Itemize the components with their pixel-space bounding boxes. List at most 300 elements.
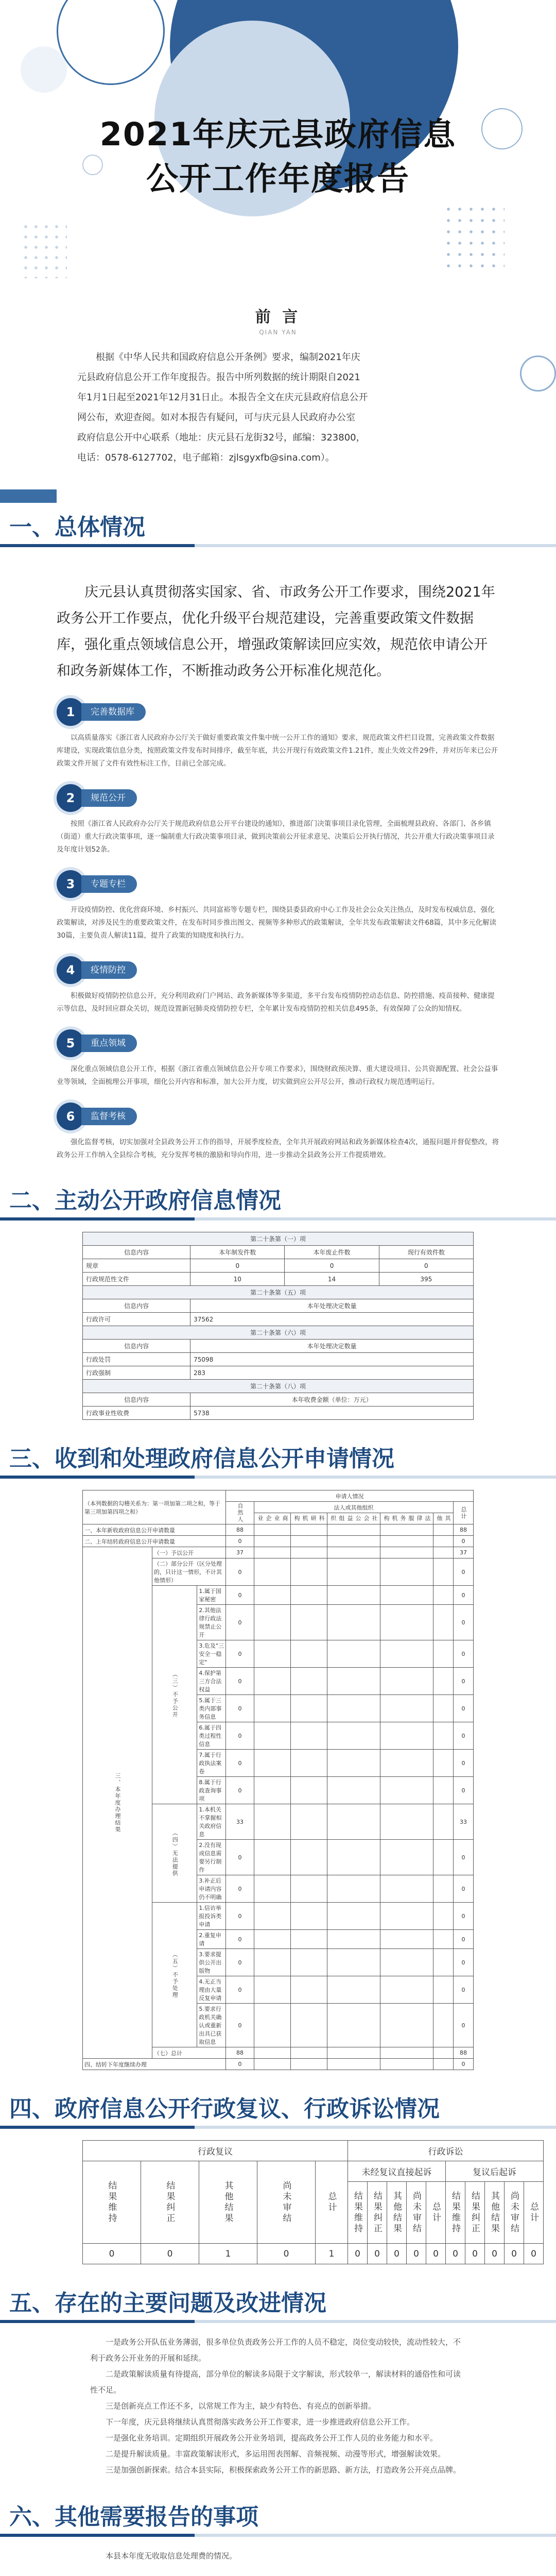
- cell: [290, 1640, 327, 1668]
- cell: [433, 2059, 453, 2070]
- cell: 0: [225, 1777, 254, 1804]
- cell: [327, 1750, 380, 1777]
- report-title: [0, 112, 556, 201]
- section-title-text: 三、收到和处理政府信息公开申请情况: [9, 1446, 394, 1472]
- section-underline: [0, 1476, 556, 1479]
- col-header: 本年收费金额（单位：万元）: [190, 1393, 474, 1406]
- cell: [327, 1586, 380, 1605]
- preface: [0, 304, 556, 488]
- cell: 0: [465, 2244, 485, 2264]
- cell: [254, 1976, 290, 2004]
- item-text: 深化重点领域信息公开工作，根据《浙江省重点领域信息公开专项工作要求》，围绕财政预决算、重大建设项目、公共资源配置、社会公益事业等领域，全面梳理公开事项，细化公开内容和标准，加大公开力度，切实做到应公开尽公开，推动行政权力规范透明运行。: [57, 1065, 498, 1086]
- issue-paragraph: 二是政策解读质量有待提高，部分单位的解读多局限于文字解读，形式较单一，解读材料的通俗性和可读性不足。: [90, 2369, 461, 2395]
- preface-line: 电话：0578-6127702，电子邮箱：zjlsgyxfb@sina.com）。: [77, 452, 335, 463]
- cell: [290, 1903, 327, 1930]
- cell: [433, 1750, 453, 1777]
- cell: （二）部分公开（区分处理的，只计这一情形，不计其他情形）: [152, 1558, 226, 1586]
- section-other: [0, 2499, 556, 2561]
- cell: 88: [453, 2047, 473, 2059]
- cell: 1: [199, 2244, 257, 2264]
- cell: [433, 1875, 453, 1903]
- item-label: 重点领域: [81, 1035, 137, 1052]
- cell: [433, 1949, 453, 1976]
- hero-dot-pattern: [21, 222, 67, 278]
- cell: [433, 1586, 453, 1605]
- item-number-badge: 2: [57, 784, 84, 812]
- preface-subtitle: QIAN YAN: [259, 329, 297, 336]
- cell: 1: [316, 2244, 348, 2264]
- cell: [433, 2047, 453, 2059]
- cell: 0: [453, 1722, 473, 1750]
- item-header: [57, 956, 499, 985]
- cell: [380, 1750, 433, 1777]
- cell: [433, 1777, 453, 1804]
- cell: [327, 2004, 380, 2047]
- col-header: 本年处理决定数量: [190, 1299, 474, 1313]
- cell: 0: [83, 2244, 141, 2264]
- section-title: [0, 1440, 556, 1478]
- col-header: 尚未审结: [257, 2161, 316, 2244]
- cell: [290, 1586, 327, 1605]
- cell: 4.无正当理由大量反复申请: [197, 1976, 226, 2004]
- section-underline: [0, 544, 556, 547]
- table-row: [83, 1524, 474, 1536]
- cell: 33: [453, 1804, 473, 1840]
- col-header: 社会公益组织: [327, 1513, 380, 1524]
- col-header: 结果纠正: [368, 2182, 387, 2244]
- issue-paragraph: 一是政务公开队伍业务薄弱，很多单位负责政务公开工作的人员不稳定，岗位变动较快，流动性较大，不利于政务公开业务的开展和延续。: [90, 2337, 461, 2363]
- cell: 0: [225, 1875, 254, 1903]
- cell: 14: [285, 1273, 379, 1286]
- col-header: 结果纠正: [141, 2161, 199, 2244]
- col-header: 结果维持: [83, 2161, 141, 2244]
- cell: 3.补正后申请内容仍不明确: [197, 1875, 226, 1903]
- cell: 0: [225, 1605, 254, 1640]
- applications-table: [82, 1490, 474, 2070]
- cell: 行政规范性文件: [83, 1273, 190, 1286]
- cell: [254, 2059, 290, 2070]
- cell: 283: [190, 1366, 474, 1380]
- cell: [380, 1524, 433, 1536]
- cell: 0: [348, 2244, 368, 2264]
- item-label: 规范公开: [81, 789, 137, 807]
- item-text: 按照《浙江省人民政府办公厅关于规范政府信息公开平台建设的通知》，推进部门决策事项目录化管理，全面梳理县政府、各部门、各乡镇（街道）重大行政决策事项，逐一编制重大行政决策事项目录，做到决策前公开征求意见、决策后公开执行情况，共公开重大行政决策事项目录及年度计划52条。: [57, 820, 495, 854]
- issue-paragraph: 下一年度，庆元县将继续认真贯彻落实政务公开工作要求，进一步推进政府信息公开工作。: [106, 2417, 415, 2427]
- issue-paragraph: 一是强化业务培训。定期组织开展政务公开业务培训，提高政务公开工作人员的业务能力和水平。: [106, 2433, 438, 2443]
- cell: [380, 1640, 433, 1668]
- hero-small-circle: [21, 46, 67, 93]
- cell: 0: [407, 2244, 426, 2264]
- decor-bar: [0, 489, 57, 503]
- table-wrapper: [0, 2128, 556, 2264]
- cell: [290, 1976, 327, 2004]
- section-title-text: 六、其他需要报告的事项: [9, 2504, 258, 2530]
- item-header: [57, 1102, 499, 1131]
- cell: （四）无法提供: [152, 1804, 197, 1903]
- cell: 0: [225, 1930, 254, 1949]
- table-row: [83, 1406, 474, 1420]
- cell: [290, 1524, 327, 1536]
- col-header: 尚未审结: [407, 2182, 426, 2244]
- cell: [433, 1524, 453, 1536]
- cell: [327, 1903, 380, 1930]
- decor-ring: [520, 355, 556, 392]
- cell: 行政强制: [83, 1366, 190, 1380]
- cell: [380, 1777, 433, 1804]
- col-header: 本年处理决定数量: [190, 1340, 474, 1353]
- cell: （一）予以公开: [152, 1547, 226, 1558]
- col-group-header: 未经复议直接起诉: [348, 2161, 446, 2182]
- cell: [380, 2004, 433, 2047]
- cell: 0: [453, 1949, 473, 1976]
- cell: [433, 1536, 453, 1547]
- cell: 0: [453, 1695, 473, 1722]
- col-header: 信息内容: [83, 1340, 190, 1353]
- col-header: 其他结果: [485, 2182, 505, 2244]
- col-group-header: 行政复议: [83, 2141, 348, 2161]
- cell: 0: [426, 2244, 446, 2264]
- cell: [327, 1804, 380, 1840]
- section-underline: [0, 1217, 556, 1221]
- cell: 37562: [190, 1313, 474, 1326]
- overview-item: [57, 1102, 499, 1162]
- col-header: 法律服务机构: [380, 1513, 433, 1524]
- cell: 0: [225, 1903, 254, 1930]
- item-text: 开设疫情防控、优化营商环境、乡村振兴、共同富裕等专题专栏，围绕县委县政府中心工作及社会公众关注热点，及时发布权威信息，强化政策解读，对涉及民生的重要政策文件，在发布时同步推出图文、视频等多种形式的政策解读，全年共发布政策解读文件68篇，其中多元化解读30篇，主要负责人解读11篇，提升了政策的知晓度和执行力。: [57, 906, 497, 940]
- other-body: [0, 2536, 556, 2561]
- cell: [290, 2004, 327, 2047]
- cell: [254, 2047, 290, 2059]
- overview-item: [57, 698, 499, 770]
- hero-dot-pattern: [443, 204, 505, 276]
- cell: 0: [190, 1259, 285, 1273]
- section-underline: [0, 2534, 556, 2537]
- cell: 395: [379, 1273, 473, 1286]
- item-label: 完善数据库: [81, 703, 146, 721]
- cell: [290, 1605, 327, 1640]
- cell: 0: [453, 1875, 473, 1903]
- cell: [254, 1930, 290, 1949]
- cell: 0: [453, 1777, 473, 1804]
- cell: 88: [453, 1524, 473, 1536]
- cell: 33: [225, 1804, 254, 1840]
- issue-paragraph: 二是提升解读质量。丰富政策解读形式，多运用图表图解、音频视频、动漫等形式，增强解读效果。: [106, 2449, 446, 2459]
- cell: 7.属于行政执法案卷: [197, 1750, 226, 1777]
- cell: [433, 1840, 453, 1875]
- cell: 0: [453, 1586, 473, 1605]
- cell: [327, 1930, 380, 1949]
- cell: [433, 1903, 453, 1930]
- cell: [433, 1695, 453, 1722]
- cell: 0: [225, 1640, 254, 1668]
- cell: [380, 2047, 433, 2059]
- cell: [380, 1903, 433, 1930]
- preface-title: 前 言: [255, 308, 301, 326]
- cell: [290, 2059, 327, 2070]
- cell: [254, 1586, 290, 1605]
- cell: [327, 1875, 380, 1903]
- cell: [290, 1840, 327, 1875]
- overview-item: [57, 956, 499, 1015]
- cell: 0: [446, 2244, 465, 2264]
- item-number-badge: 5: [57, 1029, 84, 1057]
- cell: [254, 1640, 290, 1668]
- cell: 5.属于三类内部事务信息: [197, 1695, 226, 1722]
- cell: [327, 2059, 380, 2070]
- issues-body: [0, 2322, 556, 2478]
- section-title-text: 一、总体情况: [9, 514, 145, 540]
- table-row: [83, 2244, 544, 2264]
- col-header: 本年制发件数: [190, 1246, 285, 1259]
- title-line: 公开工作年度报告: [146, 160, 410, 197]
- cell: [254, 1875, 290, 1903]
- cell: 75098: [190, 1353, 474, 1366]
- cell: [290, 1722, 327, 1750]
- cell: [254, 1722, 290, 1750]
- item-text: 积极做好疫情防控信息公开，充分利用政府门户网站、政务新媒体等多渠道，多平台发布疫情防控动态信息、防控措施、疫苗接种、健康提示等信息，及时回应群众关切，规范设置新冠肺炎疫情防控专栏，全年累计发布疫情防控相关信息495条，有效保障了公众的知情权。: [57, 992, 495, 1013]
- cell: 二、上年结转政府信息公开申请数量: [83, 1536, 226, 1547]
- table-group-header: 第二十条第（一）项: [83, 1232, 474, 1246]
- table-row: [83, 1273, 474, 1286]
- cell: [327, 1949, 380, 1976]
- cell: 规章: [83, 1259, 190, 1273]
- overview-item: [57, 784, 499, 856]
- cell: 0: [225, 2004, 254, 2047]
- cell: [254, 1840, 290, 1875]
- cell: [433, 1605, 453, 1640]
- cell: [254, 1536, 290, 1547]
- preface-line: 政府信息公开中心联系（地址：庆元县石龙街32号，邮编：323800，: [77, 432, 366, 443]
- cell: 0: [453, 1750, 473, 1777]
- col-header: 现行有效件数: [379, 1246, 473, 1259]
- cell: [290, 1804, 327, 1840]
- cell: 2.没有现成信息需要另行制作: [197, 1840, 226, 1875]
- cell: [380, 1605, 433, 1640]
- cell: 5738: [190, 1406, 474, 1420]
- col-header: 法人或其他组织: [254, 1502, 453, 1513]
- col-header: 结果维持: [348, 2182, 368, 2244]
- cell: 1.信访举报投诉类申请: [197, 1903, 226, 1930]
- col-header: 其他结果: [387, 2182, 407, 2244]
- review-litigation-table: [82, 2140, 544, 2264]
- cell: [380, 1840, 433, 1875]
- cell: 0: [453, 1668, 473, 1695]
- cell: 88: [225, 1524, 254, 1536]
- preface-text: [77, 347, 479, 468]
- section-title-text: 五、存在的主要问题及改进情况: [9, 2290, 326, 2316]
- overview-item: [57, 1029, 499, 1089]
- cell: 一、本年新收政府信息公开申请数量: [83, 1524, 226, 1536]
- cell: （七）总计: [152, 2047, 226, 2059]
- preface-line: 年1月1日起至2021年12月31日止。本报告全文在庆元县政府信息公开: [77, 392, 368, 403]
- section-title: [0, 2499, 556, 2536]
- cell: [433, 1722, 453, 1750]
- cell: 0: [225, 1668, 254, 1695]
- table-row: [83, 1536, 474, 1547]
- cell: [380, 2059, 433, 2070]
- cell: [327, 1722, 380, 1750]
- col-header: 信息内容: [83, 1246, 190, 1259]
- cell: [290, 1536, 327, 1547]
- cell: （三）不予公开: [152, 1586, 197, 1804]
- cell: 0: [453, 1976, 473, 2004]
- col-header: 尚未审结: [505, 2182, 524, 2244]
- active-disclosure-table: [82, 1232, 474, 1420]
- cell: [327, 1840, 380, 1875]
- section-active-disclosure: [0, 1182, 556, 1420]
- cell: 0: [453, 1536, 473, 1547]
- cell: 0: [225, 1586, 254, 1605]
- table-row: [83, 1353, 474, 1366]
- cell: [254, 1547, 290, 1558]
- cell: [327, 1536, 380, 1547]
- cell: [290, 1777, 327, 1804]
- cell: [254, 1949, 290, 1976]
- cell: [380, 1722, 433, 1750]
- cell: 0: [225, 1722, 254, 1750]
- item-label: 疫情防控: [81, 961, 137, 979]
- col-header: 自然人: [225, 1502, 254, 1524]
- cell: [433, 1804, 453, 1840]
- cell: [290, 1558, 327, 1586]
- col-header: 总计: [426, 2182, 446, 2244]
- cell: 0: [225, 1750, 254, 1777]
- cell: [254, 1695, 290, 1722]
- cell: [290, 1875, 327, 1903]
- cell: [254, 1558, 290, 1586]
- cell: 四、结转下年度继续办理: [83, 2059, 226, 2070]
- col-header: 结果纠正: [465, 2182, 485, 2244]
- col-group-header: 申请人情况: [225, 1490, 473, 1502]
- cell: 3.危及"三安全一稳定": [197, 1640, 226, 1668]
- cell: [327, 1524, 380, 1536]
- col-header: 信息内容: [83, 1299, 190, 1313]
- cell: 88: [225, 2047, 254, 2059]
- col-header: 总计: [453, 1502, 473, 1524]
- cell: [380, 1976, 433, 2004]
- overview-item: [57, 870, 499, 942]
- section-applications: [0, 1440, 556, 2070]
- cell: 0: [453, 2004, 473, 2047]
- cell: 8.属于行政查询事项: [197, 1777, 226, 1804]
- cell: 1.本机关不掌握相关政府信息: [197, 1804, 226, 1840]
- col-group-header: 行政诉讼: [348, 2141, 544, 2161]
- section-title-text: 二、主动公开政府信息情况: [9, 1188, 281, 1214]
- cell: 0: [387, 2244, 407, 2264]
- table-row: [83, 1259, 474, 1273]
- col-header: 信息内容: [83, 1393, 190, 1406]
- item-label: 专题专栏: [81, 875, 137, 893]
- cell: [380, 1558, 433, 1586]
- section-review-litigation: [0, 2091, 556, 2264]
- section-overview: [0, 509, 556, 1162]
- item-text: 以高质量落实《浙江省人民政府办公厅关于做好重要政策文件集中统一公开工作的通知》要求，规范政策文件栏目设置，完善政策文件数据库建设，实现政策信息分类，按照政策文件发布时间排序，截至年底，共公开现行有效政策文件1.21件，废止失效文件29件，并对历年来已公开政策文件开展了文件有效性标注工作，目前已全部完成。: [57, 734, 498, 768]
- col-header: 总计: [524, 2182, 544, 2244]
- cell: [327, 1976, 380, 2004]
- cell: [433, 1668, 453, 1695]
- table-group-header: 第二十条第（八）项: [83, 1380, 474, 1393]
- cell: [380, 1586, 433, 1605]
- col-header: 结果维持: [446, 2182, 465, 2244]
- cell: [380, 1949, 433, 1976]
- cell: [327, 1668, 380, 1695]
- hero-ring: [57, 0, 165, 85]
- item-header: [57, 870, 499, 899]
- cell: 0: [225, 1949, 254, 1976]
- table-wrapper: [0, 1219, 556, 1420]
- section-title: [0, 2091, 556, 2128]
- table-group-header: 第二十条第（五）项: [83, 1286, 474, 1299]
- table-group-header: 第二十条第（六）项: [83, 1326, 474, 1340]
- cell: [433, 2004, 453, 2047]
- col-header: 总计: [316, 2161, 348, 2244]
- cell: [327, 1777, 380, 1804]
- cell: [254, 1777, 290, 1804]
- cell: [433, 1976, 453, 2004]
- cell: [327, 1640, 380, 1668]
- cell: [433, 1558, 453, 1586]
- cell: 1.属于国家秘密: [197, 1586, 226, 1605]
- section-title: [0, 2285, 556, 2322]
- cell: 3.要求提供公开出版物: [197, 1949, 226, 1976]
- cell: [433, 1547, 453, 1558]
- preface-line: 元县政府信息公开工作年度报告。报告中所列数据的统计期限自2021: [77, 372, 360, 383]
- table-row: [83, 1366, 474, 1380]
- cell: 0: [257, 2244, 316, 2264]
- issue-paragraph: 三是加强创新探索。结合本县实际，积极探索政务公开工作的新思路、新方法，打造政务公开亮点品牌。: [106, 2465, 461, 2475]
- col-header: 科研机构: [290, 1513, 327, 1524]
- cell: [254, 2004, 290, 2047]
- cell: 0: [141, 2244, 199, 2264]
- cell: 行政事业性收费: [83, 1406, 190, 1420]
- section-title: [0, 1182, 556, 1219]
- issue-paragraph: 三是创新亮点工作还不多，以常规工作为主，缺少有特色、有亮点的创新举措。: [106, 2401, 376, 2411]
- cell: [380, 1875, 433, 1903]
- cell: 10: [190, 1273, 285, 1286]
- cell: [327, 2047, 380, 2059]
- cell: [254, 1524, 290, 1536]
- cell: （五）不予处理: [152, 1903, 197, 2047]
- cell: 5.要求行政机关确认或重新出具已获取信息: [197, 2004, 226, 2047]
- cell: [433, 1640, 453, 1668]
- col-header: 其他结果: [199, 2161, 257, 2244]
- item-number-badge: 1: [57, 698, 84, 726]
- cell: [254, 1903, 290, 1930]
- cell: 0: [285, 1259, 379, 1273]
- section-title: [0, 509, 556, 546]
- cell: 0: [453, 1840, 473, 1875]
- cell: 0: [453, 2059, 473, 2070]
- section-underline: [0, 2126, 556, 2129]
- cell: 0: [368, 2244, 387, 2264]
- cell: [290, 1750, 327, 1777]
- cell: 0: [225, 2059, 254, 2070]
- cell: [290, 2047, 327, 2059]
- cell: 2.其他法律行政法规禁止公开: [197, 1605, 226, 1640]
- cell: 行政许可: [83, 1313, 190, 1326]
- item-header: [57, 698, 499, 726]
- item-header: [57, 784, 499, 812]
- cell: [327, 1695, 380, 1722]
- item-header: [57, 1029, 499, 1058]
- cell: 0: [225, 1558, 254, 1586]
- cell: 0: [225, 1695, 254, 1722]
- cell: [254, 1750, 290, 1777]
- preface-line: 网公布，欢迎查阅。如对本报告有疑问，可与庆元县人民政府办公室: [77, 412, 355, 423]
- cell: 2.重复申请: [197, 1930, 226, 1949]
- cell: [380, 1930, 433, 1949]
- cell: 6.属于四类过程性信息: [197, 1722, 226, 1750]
